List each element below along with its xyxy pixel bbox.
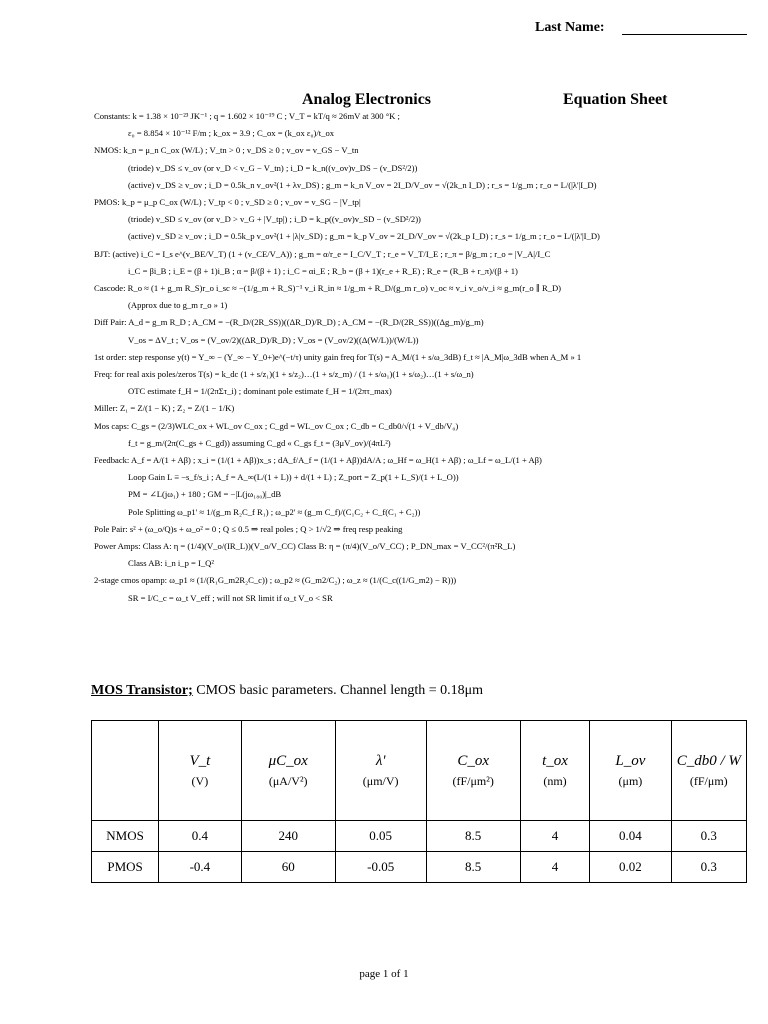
table-header-cell: C_ox (fF/μm²) xyxy=(426,721,520,821)
course-title: Analog Electronics xyxy=(302,91,432,108)
equation-text: (active) v_DS ≥ v_ov ; i_D = 0.5k_n v_ov²(1 + λv_DS) ; g_m = k_n V_ov = 2I_D/V_ov = √(2k_n I_D) ; r_s = 1/g_m ; r_o = L/(|λ'|I_D) xyxy=(128,179,597,190)
equation-label: 1st order: xyxy=(94,351,127,362)
equation-line xyxy=(94,265,518,277)
equation-label: NMOS: xyxy=(94,145,122,156)
equation-text: k_p = μ_p C_ox (W/L) ; V_tp < 0 ; v_SD ≥ 0 ; v_ov = v_SG − |V_tp| xyxy=(121,197,361,207)
last-name-label: Last Name: xyxy=(535,20,605,35)
equation-label: Diff Pair: xyxy=(94,317,127,328)
page-footer: page 1 of 1 xyxy=(359,968,409,980)
equation-text: for real axis poles/zeros T(s) = k_dc (1 + s/z₁)(1 + s/z₂)…(1 + s/z_m) / (1 + s/ω₁)(1 + s/ω₂)…(1 + s/ω_n) xyxy=(114,369,474,379)
equation-label: BJT: xyxy=(94,248,111,259)
equation-text: Loop Gain L ≡ −s_f/s_i ; A_f = A_∞(L/(1 + L)) + d/(1 + L) ; Z_port = Z_p(1 + L_S)/(1 + L_O)) xyxy=(128,472,459,483)
table-cell: 0.02 xyxy=(590,852,671,883)
table-cell: -0.05 xyxy=(335,852,426,883)
equation-line xyxy=(94,506,420,518)
equation-text: V_os = ΔV_t ; V_os = (V_ov/2)((ΔR_D)/R_D) ; V_os = (V_ov/2)((Δ(W/L))/(W/L)) xyxy=(128,334,419,345)
equation-text: R_o ≈ (1 + g_m R_S)r_o i_sc ≈ −(1/g_m + R_S)⁻¹ v_i R_in ≈ 1/g_m + R_D/(g_m r_o) v_oc ≈ v_i v_o/v_i ≈ g_m(r_o ∥ R_D) xyxy=(127,283,562,293)
table-header-cell: μC_ox (μA/V²) xyxy=(241,721,335,821)
table-cell: 0.04 xyxy=(590,821,671,852)
table-row xyxy=(92,821,747,852)
equation-line xyxy=(94,282,561,294)
equation-line xyxy=(94,523,402,535)
equation-text: ε₀ = 8.854 × 10⁻¹² F/m ; k_ox = 3.9 ; C_ox = (k_ox ε₀)/t_ox xyxy=(128,128,335,139)
equation-text: i_C = βi_B ; i_E = (β + 1)i_B ; α = β/(β + 1) ; i_C = αi_E ; R_b = (β + 1)(r_e + R_E) ; R_e = (R_B + r_π)/(β + 1) xyxy=(128,265,518,276)
sheet-title: Equation Sheet xyxy=(563,91,668,108)
table-header-cell xyxy=(92,721,159,821)
equation-line xyxy=(94,454,542,466)
equation-text: (Approx due to g_m r_o » 1) xyxy=(128,300,228,311)
equation-label: 2-stage cmos opamp: xyxy=(94,575,168,586)
table-cell: 8.5 xyxy=(426,821,520,852)
table-cell: 4 xyxy=(520,821,590,852)
equation-text: A_d = g_m R_D ; A_CM = −(R_D/(2R_SS))((ΔR_D)/R_D) ; A_CM = −(R_D/(2R_SS))((Δg_m)/g_m) xyxy=(128,317,484,328)
equation-label: Pole Pair: xyxy=(94,523,128,534)
equation-text: (triode) v_SD ≤ v_ov (or v_D > v_G + |V_tp|) ; i_D = k_p((v_ov)v_SD − (v_SD²/2)) xyxy=(128,214,421,225)
equation-line xyxy=(94,162,417,174)
equation-text: (active) v_SD ≥ v_ov ; i_D = 0.5k_p v_ov²(1 + |λ|v_SD) ; g_m = k_p V_ov = 2I_D/V_ov = √(2k_p I_D) ; r_s = 1/g_m ; r_o = L/(|λ'|I_D) xyxy=(128,231,600,242)
equation-label: Cascode: xyxy=(94,283,126,293)
table-cell: 0.05 xyxy=(335,821,426,852)
table-cell: NMOS xyxy=(92,821,159,852)
equation-line xyxy=(94,110,400,122)
equation-text: k_n = μ_n C_ox (W/L) ; V_tn > 0 ; v_DS ≥ 0 ; v_ov = v_GS − V_tn xyxy=(123,145,359,156)
equation-line xyxy=(94,316,484,328)
table-cell: 4 xyxy=(520,852,590,883)
table-caption xyxy=(91,683,483,699)
equation-label: Mos caps: xyxy=(94,420,130,431)
equation-line xyxy=(94,557,214,569)
equation-line xyxy=(94,471,459,483)
equation-line xyxy=(94,368,474,380)
equation-text: step response y(t) = Y_∞ − (Y_∞ − Y_0+)e^(−t/τ) unity gain freq for T(s) = A_M/(1 + s/ω_3dB) f_t ≈ |A_M|ω_3dB when A_M » 1 xyxy=(128,351,582,362)
equation-line xyxy=(94,351,581,363)
equation-line xyxy=(94,179,596,191)
equation-text: ω_p1 ≈ (1/(R₁G_m2R₂C_c)) ; ω_p2 ≈ (G_m2/C₂) ; ω_z ≈ (1/(C_c((1/G_m2) − R))) xyxy=(169,575,457,586)
equation-text: (triode) v_DS ≤ v_ov (or v_D < v_G − V_tn) ; i_D = k_n((v_ov)v_DS − (v_DS²/2)) xyxy=(128,162,418,173)
table-header-cell: λ' (μm/V) xyxy=(335,721,426,821)
equation-text: k = 1.38 × 10⁻²³ JK⁻¹ ; q = 1.602 × 10⁻¹⁹ C ; V_T = kT/q ≈ 26mV at 300 °K ; xyxy=(132,111,400,121)
table-header-row xyxy=(92,721,747,821)
equation-line xyxy=(94,248,550,260)
table-cell: 0.4 xyxy=(159,821,241,852)
equation-line xyxy=(94,127,334,139)
table-cell: 8.5 xyxy=(426,852,520,883)
equation-label: Feedback: xyxy=(94,455,130,465)
equation-line xyxy=(94,574,456,586)
mos-parameter-table xyxy=(91,720,747,883)
equation-text: C_gs = (2/3)WLC_ox + WL_ov C_ox ; C_gd = WL_ov C_ox ; C_db = C_db0/√(1 + V_db/V₀) xyxy=(131,420,459,431)
equation-text: s² + (ω_o/Q)s + ω_o² = 0 ; Q ≤ 0.5 ⇒ real poles ; Q > 1/√2 ⇒ freq resp peaking xyxy=(129,523,403,534)
equation-line xyxy=(94,213,421,225)
equation-text: Pole Splitting ω_p1' ≈ 1/(g_m R₂C_f R₁) ; ω_p2' ≈ (g_m C_f)/(C₁C₂ + C_f(C₁ + C₂)) xyxy=(128,506,421,517)
equation-text: PM = ∠L(jω₁) + 180 ; GM = −|L(jω₁₈₀)|_dB xyxy=(128,489,282,500)
last-name-blank-line xyxy=(622,34,747,35)
equation-line xyxy=(94,592,333,604)
equation-line xyxy=(94,402,234,414)
equation-label: PMOS: xyxy=(94,197,120,207)
equation-label: Miller: xyxy=(94,403,118,414)
equation-text: OTC estimate f_H = 1/(2πΣτ_i) ; dominant pole estimate f_H = 1/(2πτ_max) xyxy=(128,386,392,397)
table-cell: -0.4 xyxy=(159,852,241,883)
equation-line xyxy=(94,385,392,397)
equation-line xyxy=(94,334,418,346)
equation-text: Class AB: i_n i_p = I_Q² xyxy=(128,558,214,569)
equation-text: SR = I/C_c = ω_t V_eff ; will not SR limit if ω_t V_o < SR xyxy=(128,592,333,603)
table-cell: 240 xyxy=(241,821,335,852)
equation-text: A_f = A/(1 + Aβ) ; x_i = (1/(1 + Aβ))x_s ; dA_f/A_f = (1/(1 + Aβ))dA/A ; ω_Hf = ω_H(1 + Aβ) ; ω_Lf = ω_L/(1 + Aβ) xyxy=(131,455,542,465)
table-header-cell: t_ox (nm) xyxy=(520,721,590,821)
table-header-cell: L_ov (μm) xyxy=(590,721,671,821)
equation-line xyxy=(94,299,227,311)
equation-text: Z₁ = Z/(1 − K) ; Z₂ = Z/(1 − 1/K) xyxy=(120,403,235,414)
table-header-cell: C_db0 / W (fF/μm) xyxy=(671,721,746,821)
equation-line xyxy=(94,488,281,500)
table-caption-text: CMOS basic parameters. Channel length = 0.18μm xyxy=(196,683,484,698)
equation-label: Constants: xyxy=(94,111,131,121)
equation-text: Class A: η = (1/4)(V_o/(IR_L))(V_o/V_CC) Class B: η = (π/4)(V_o/V_CC) ; P_DN_max = V_CC²/(π²R_L) xyxy=(142,541,516,551)
table-cell: 0.3 xyxy=(671,821,746,852)
equation-text: (active) i_C = I_s e^(v_BE/V_T) (1 + (v_CE/V_A)) ; g_m = α/r_e = I_C/V_T ; r_e = V_T/I_E ; r_π = β/g_m ; r_o = |V_A|/I_C xyxy=(112,248,551,259)
equation-label: Freq: xyxy=(94,369,113,379)
table-cell: PMOS xyxy=(92,852,159,883)
table-header-cell: V_t (V) xyxy=(159,721,241,821)
table-row xyxy=(92,852,747,883)
equation-label: Power Amps: xyxy=(94,541,141,551)
equation-line xyxy=(94,420,458,432)
equation-line xyxy=(94,230,600,242)
equation-text: f_t = g_m/(2π(C_gs + C_gd)) assuming C_gd « C_gs f_t = (3μV_ov)/(4πL²) xyxy=(128,437,391,448)
table-cell: 60 xyxy=(241,852,335,883)
equation-line xyxy=(94,144,359,156)
table-caption-title: MOS Transistor; xyxy=(91,683,193,698)
equation-line xyxy=(94,437,391,449)
table-cell: 0.3 xyxy=(671,852,746,883)
equation-line xyxy=(94,540,515,552)
equation-line xyxy=(94,196,361,208)
